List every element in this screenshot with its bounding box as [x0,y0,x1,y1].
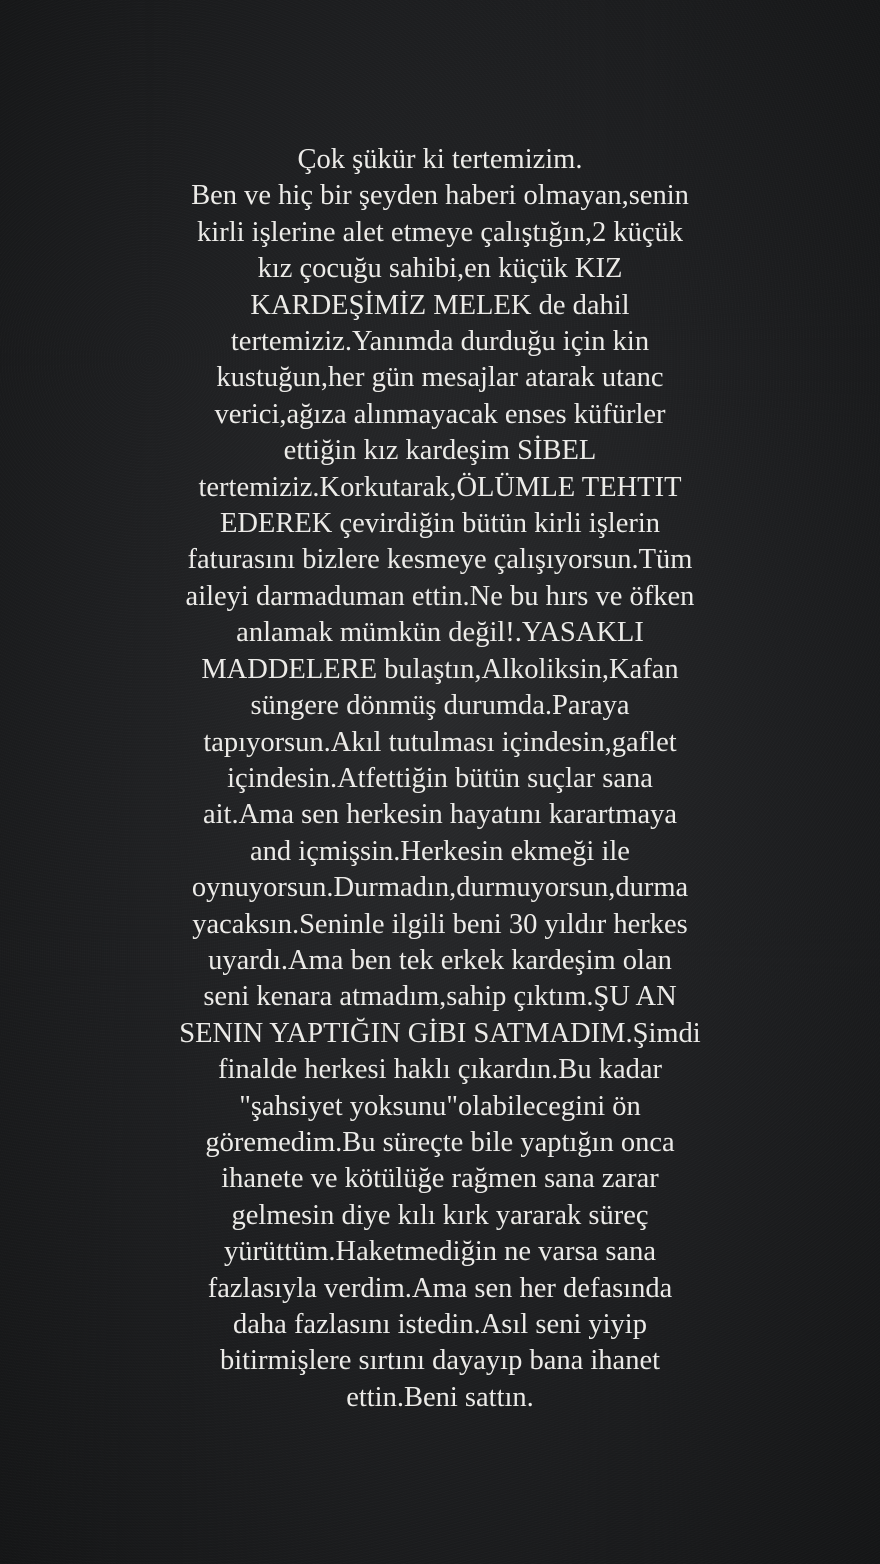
statement-line: ihanete ve kötülüğe rağmen sana zarar [221,1163,659,1195]
statement-line: MADDELERE bulaştın,Alkoliksin,Kafan [201,653,679,685]
statement-line: kirli işlerine alet etmeye çalıştığın,2 küçük [197,216,683,248]
statement-line: "şahsiyet yoksunu"olabilecegini ön [239,1090,641,1122]
statement-text [100,142,780,1416]
statement-line: finalde herkesi haklı çıkardın.Bu kadar [218,1054,662,1086]
statement-line: bitirmişlere sırtını dayayıp bana ihanet [219,1345,661,1377]
statement-line: oynuyorsun.Durmadın,durmuyorsun,durma [191,872,689,904]
statement-line: yürüttüm.Haketmediğin ne varsa sana [223,1236,657,1268]
statement-line: verici,ağıza alınmayacak enses küfürler [214,398,666,430]
statement-line: KARDEŞİMİZ MELEK de dahil [250,289,630,321]
statement-line: kustuğun,her gün mesajlar atarak utanc [216,362,664,394]
statement-line: anlamak mümkün değil!.YASAKLI [236,617,644,649]
statement-line: süngere dönmüş durumda.Paraya [250,690,630,722]
statement-line: faturasını bizlere kesmeye çalışıyorsun.Tüm [187,544,693,576]
statement-line: SENIN YAPTIĞIN GİBI SATMADIM.Şimdi [179,1017,701,1049]
statement-line: Çok şükür ki tertemizim. [297,144,583,175]
statement-line: ait.Ama sen herkesin hayatını karartmaya [202,799,678,831]
statement-line: seni kenara atmadım,sahip çıktım.ŞU AN [203,981,677,1013]
statement-line: EDEREK çevirdiğin bütün kirli işlerin [219,508,661,540]
statement-line: içindesin.Atfettiğin bütün suçlar sana [227,762,653,794]
statement-line: ettin.Beni sattın. [346,1381,534,1413]
statement-line: göremedim.Bu süreçte bile yaptığın onca [205,1126,675,1158]
statement-line: tertemiziz.Yanımda durduğu için kin [230,326,650,358]
statement-line: gelmesin diye kılı kırk yararak süreç [231,1199,649,1231]
statement-line: yacaksın.Seninle ilgili beni 30 yıldır herkes [192,908,688,940]
statement-line: aileyi darmaduman ettin.Ne bu hırs ve öfken [185,580,695,612]
statement-line: kız çocuğu sahibi,en küçük KIZ [257,253,623,285]
statement-line: and içmişsin.Herkesin ekmeği ile [250,835,630,867]
statement-line: fazlasıyla verdim.Ama sen her defasında [207,1272,673,1304]
statement-line: uyardı.Ama ben tek erkek kardeşim olan [208,944,672,976]
statement-line: tapıyorsun.Akıl tutulması içindesin,gaflet [203,726,677,758]
statement-line: tertemiziz.Korkutarak,ÖLÜMLE TEHTIT [198,471,682,503]
statement-line: ettiğin kız kardeşim SİBEL [283,435,597,467]
statement-line: daha fazlasını istedin.Asıl seni yiyip [233,1309,647,1340]
statement-line: Ben ve hiç bir şeyden haberi olmayan,senin [191,180,689,212]
